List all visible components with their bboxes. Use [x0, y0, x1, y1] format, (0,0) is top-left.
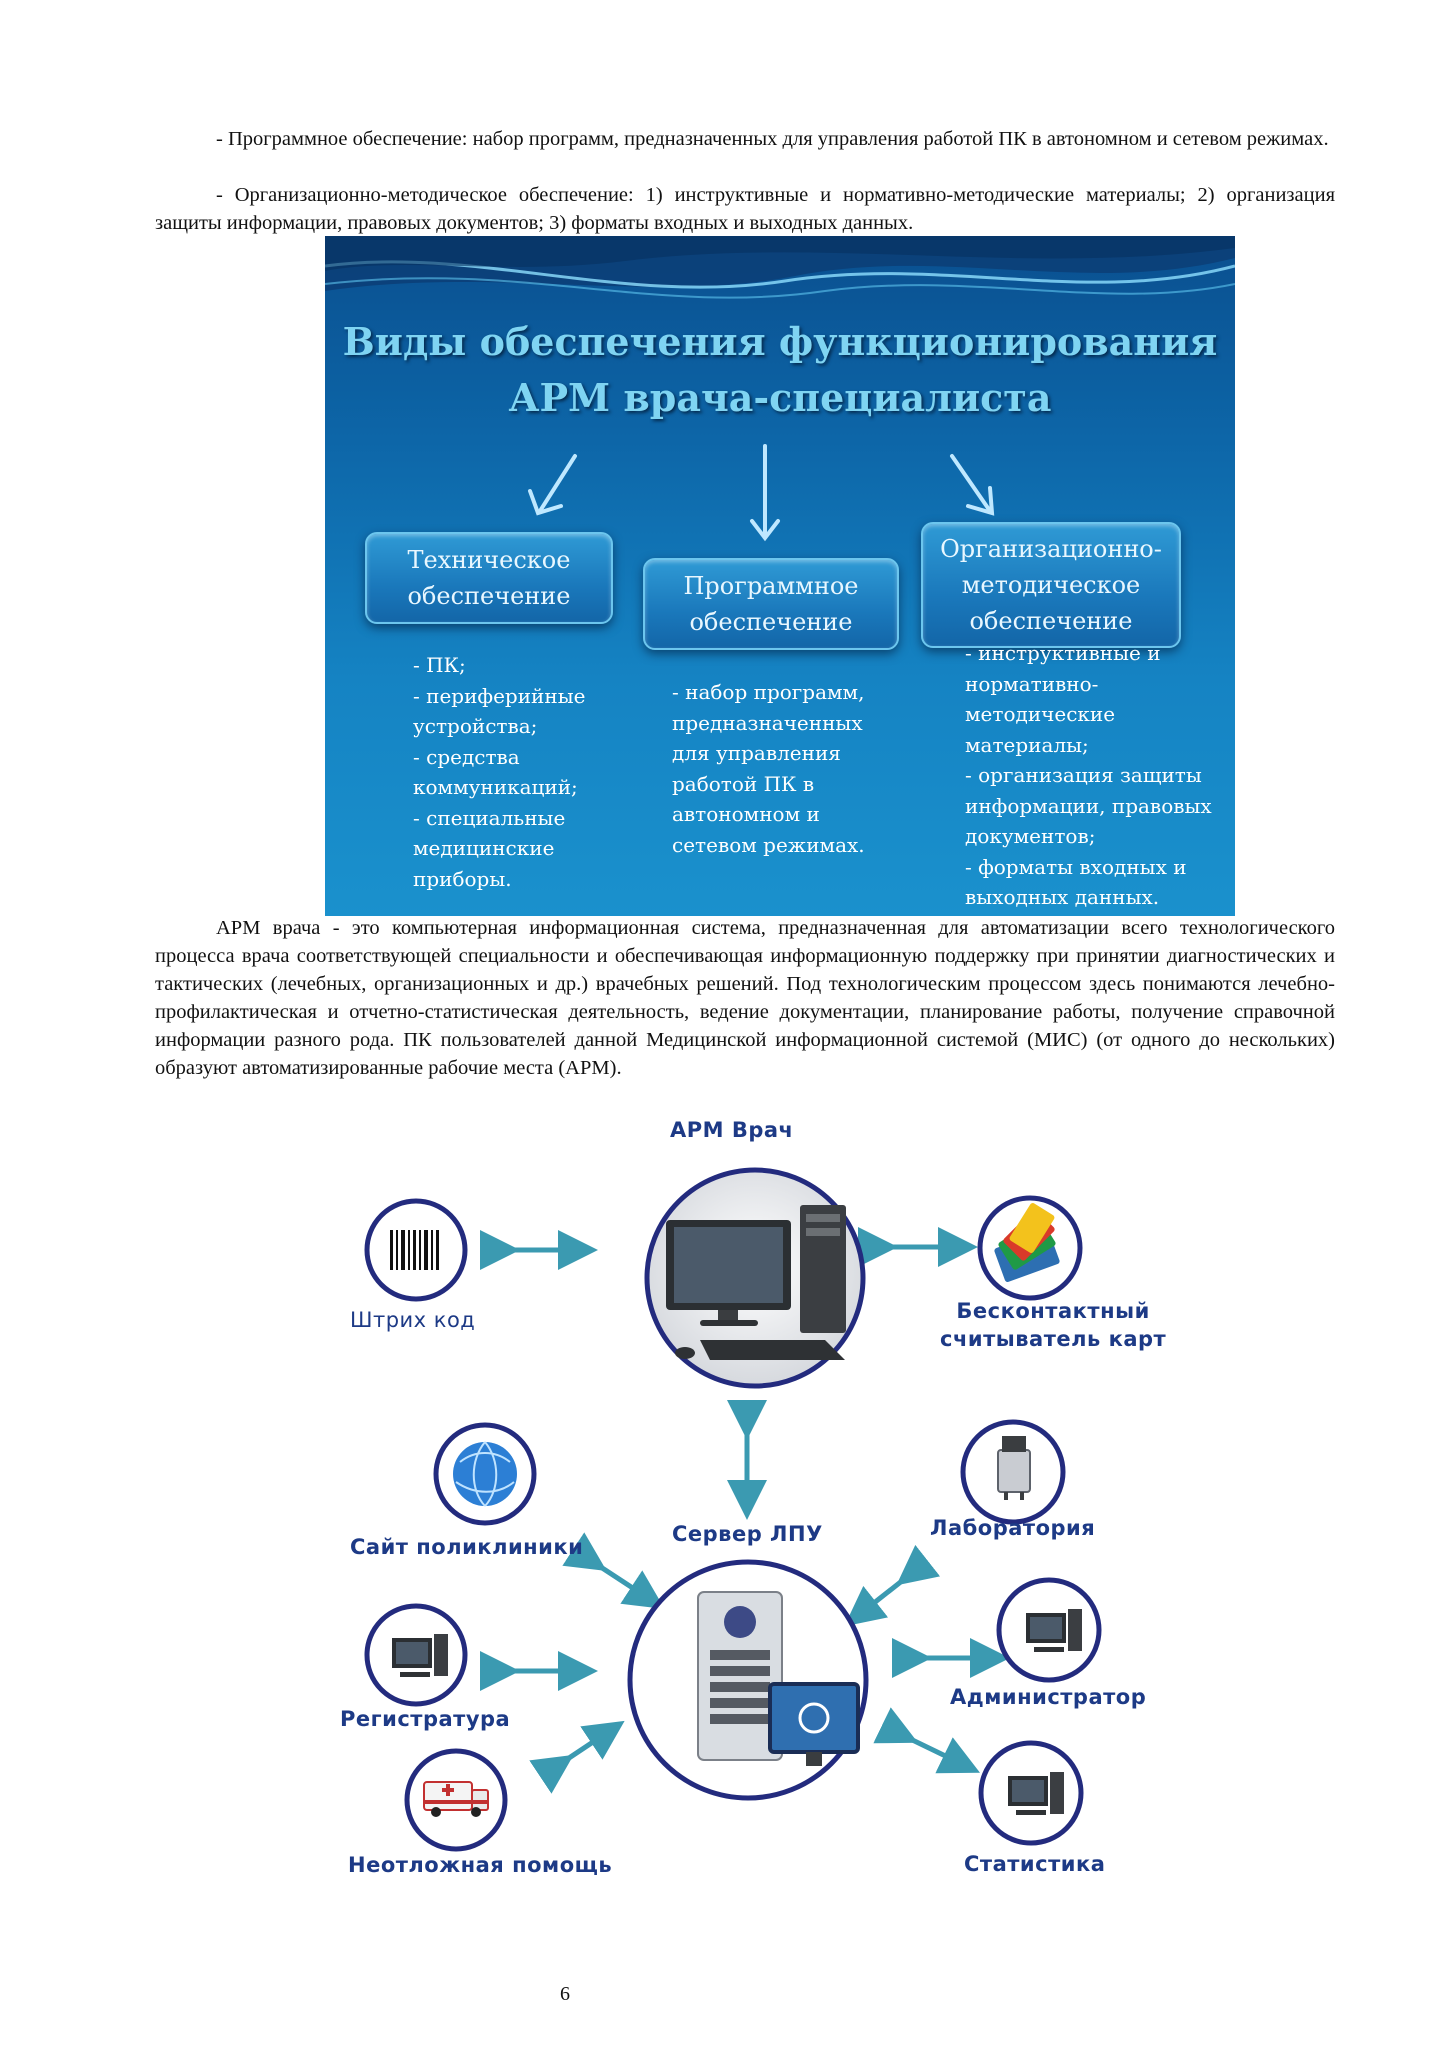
slide-arrows: [530, 446, 992, 538]
list-technical: [413, 650, 613, 894]
list-item: информации, правовых: [965, 793, 1212, 818]
list-item: - периферийные: [413, 683, 586, 708]
box-org-line2: методическое: [961, 571, 1141, 599]
list-item: материалы;: [965, 732, 1089, 757]
list-item: - набор программ,: [672, 680, 865, 704]
list-item: коммуникаций;: [413, 775, 578, 799]
label-admin: Администратор: [950, 1685, 1147, 1709]
box-org-line1: Организационно-: [940, 535, 1162, 563]
label-lab: Лаборатория: [930, 1516, 1096, 1540]
label-site: Сайт поликлиники: [350, 1535, 584, 1559]
ultrasound-icon: [998, 1436, 1030, 1500]
label-registry: Регистратура: [340, 1707, 511, 1731]
box-software-line2: обеспечение: [689, 608, 853, 636]
list-item: - ПК;: [413, 653, 466, 677]
label-emergency: Неотложная помощь: [348, 1853, 613, 1877]
list-item: нормативно-: [965, 671, 1099, 696]
box-technical-line2: обеспечение: [407, 582, 571, 610]
network-diagram-graphics: [330, 1110, 1200, 1900]
list-item: - специальные: [413, 805, 566, 830]
list-item: медицинские: [413, 836, 555, 860]
list-item: выходных данных.: [965, 885, 1160, 909]
network-diagram: [330, 1110, 1200, 1900]
list-item: устройства;: [413, 714, 538, 738]
paragraph-software: - Программное обеспечение: набор программ, предназначенных для управления работой ПК в автономном и сетевом режимах.: [216, 128, 1329, 150]
box-org-line3: обеспечение: [969, 607, 1133, 635]
box-technical-line1: Техническое: [407, 546, 571, 574]
label-server: Сервер ЛПУ: [672, 1522, 823, 1546]
list-item: предназначенных: [672, 710, 863, 735]
slide-image: [325, 236, 1235, 916]
label-card-reader-line1: Бесконтактный: [956, 1299, 1150, 1323]
list-item: для управления: [672, 741, 841, 765]
list-item: методические: [965, 702, 1116, 726]
list-item: работой ПК в: [672, 771, 815, 796]
box-software: [643, 558, 899, 650]
box-technical: [365, 532, 613, 624]
globe-icon: [453, 1442, 517, 1506]
label-card-reader-line2: считыватель карт: [940, 1327, 1167, 1351]
list-software: [672, 677, 902, 860]
barcode-icon: [390, 1230, 439, 1270]
list-item: сетевом режимах.: [672, 832, 865, 857]
list-item: приборы.: [413, 866, 512, 891]
list-item: документов;: [965, 824, 1096, 848]
label-barcode: Штрих код: [350, 1308, 476, 1332]
paragraph-arm-definition: АРМ врача - это компьютерная информационная система, предназначенная для автоматизации всего технологического процесса врача соответствующей специальности и обеспечивающая информационную поддержку при принятии диагностических и тактических (лечебных, организационных и др.) врачебных решений. Под технологическим процессом здесь понимаются лечебно-профилактическая и отчетно-статистическая деятельность, ведение документации, планирование работы, получение справочной информации разного рода. ПК пользователей данной Медицинской информационной системой (МИС) (от одного до нескольких) образуют автоматизированные рабочие места (АРМ).: [155, 917, 1335, 1079]
list-item: - организация защиты: [965, 763, 1202, 787]
paragraph-org-method: - Организационно-методическое обеспечение: 1) инструктивные и нормативно-методические материалы; 2) организация защиты информации, правовых документов; 3) форматы входных и выходных данных.: [155, 184, 1335, 234]
box-software-line1: Программное: [683, 572, 859, 600]
box-org-method: [921, 522, 1181, 648]
label-stats: Статистика: [964, 1852, 1106, 1876]
list-item: автономном и: [672, 802, 820, 826]
list-item: - инструктивные и: [965, 641, 1161, 665]
list-item: - форматы входных и: [965, 854, 1187, 879]
list-item: - средства: [413, 744, 520, 769]
label-arm: АРМ Врач: [670, 1118, 794, 1142]
page-number: 6: [560, 1983, 570, 2005]
slide-title: [325, 314, 1235, 426]
slide-title-line2: АРМ врача-специалиста: [508, 375, 1052, 420]
label-card-reader: [940, 1297, 1166, 1353]
list-org-method: [965, 638, 1225, 913]
slide-title-line1: Виды обеспечения функционирования: [342, 319, 1218, 364]
